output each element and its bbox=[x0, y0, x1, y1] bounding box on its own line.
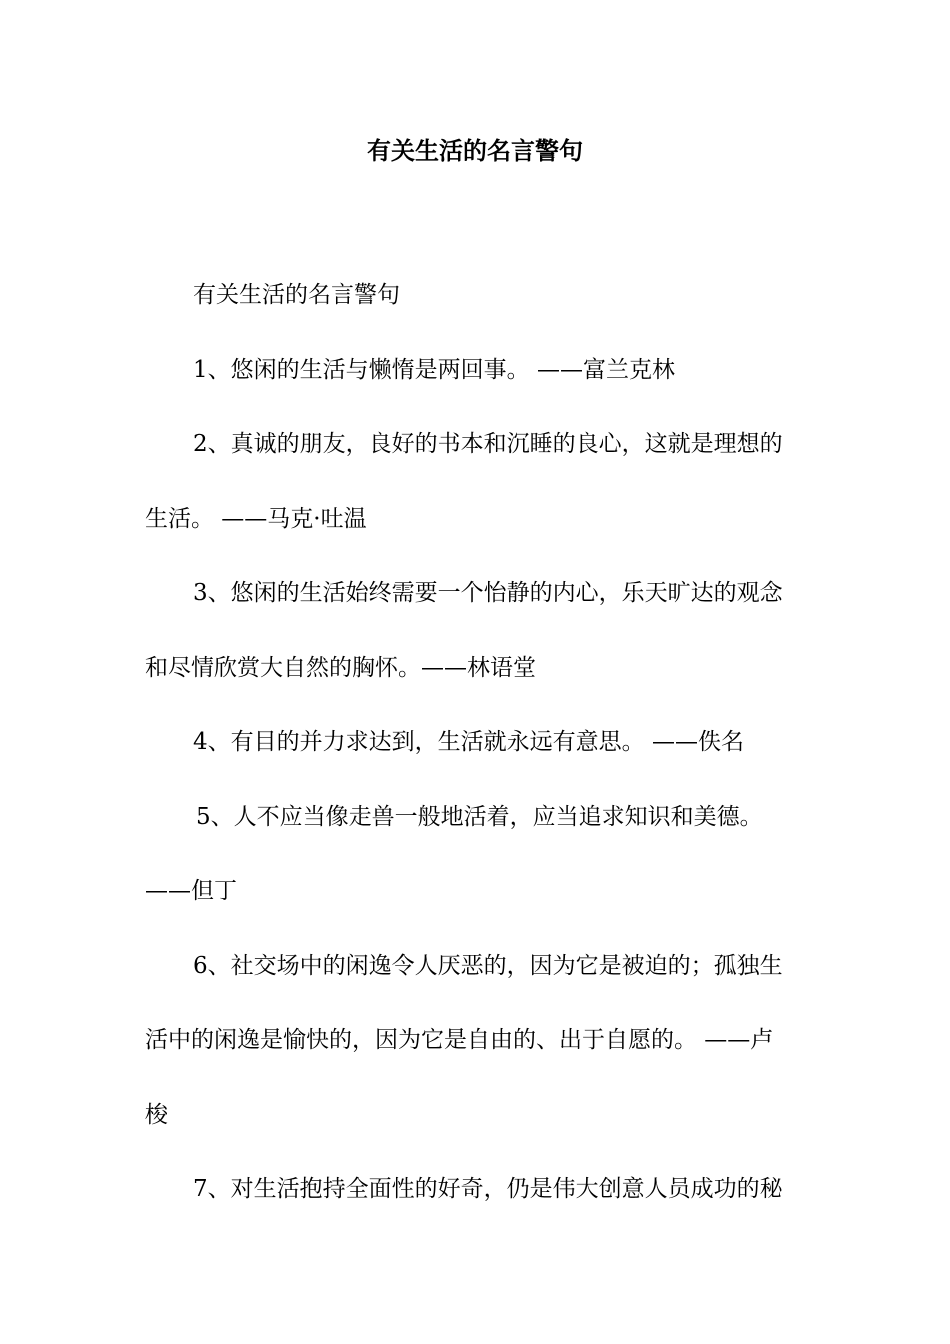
quote-6-line-2: 活中的闲逸是愉快的，因为它是自由的、出于自愿的。 ——卢 bbox=[145, 1027, 774, 1053]
section-heading: 有关生活的名言警句 bbox=[193, 282, 400, 308]
quote-7-line-1: 7、对生活抱持全面性的好奇，仍是伟大创意人员成功的秘 bbox=[193, 1176, 783, 1202]
quote-2-line-1: 2、真诚的朋友，良好的书本和沉睡的良心，这就是理想的 bbox=[193, 431, 783, 457]
quote-4-line-1: 4、有目的并力求达到，生活就永远有意思。 ——佚名 bbox=[193, 729, 744, 755]
quote-3-line-2: 和尽情欣赏大自然的胸怀。——林语堂 bbox=[145, 654, 536, 681]
document-title: 有关生活的名言警句 bbox=[367, 136, 583, 165]
quote-1-line-1: 1、悠闲的生活与懒惰是两回事。 ——富兰克林 bbox=[193, 356, 675, 383]
quote-2-line-2: 生活。 ——马克·吐温 bbox=[145, 505, 367, 532]
quote-6-line-1: 6、社交场中的闲逸令人厌恶的，因为它是被迫的；孤独生 bbox=[193, 952, 783, 979]
quote-5-line-2: ——但丁 bbox=[145, 878, 237, 904]
quote-6-line-3: 梭 bbox=[145, 1101, 168, 1128]
document-body bbox=[145, 258, 810, 1227]
quote-3-line-1: 3、悠闲的生活始终需要一个怡静的内心，乐天旷达的观念 bbox=[193, 580, 783, 606]
quote-5-line-1: 5、人不应当像走兽一般地活着，应当追求知识和美德。 bbox=[196, 803, 763, 830]
